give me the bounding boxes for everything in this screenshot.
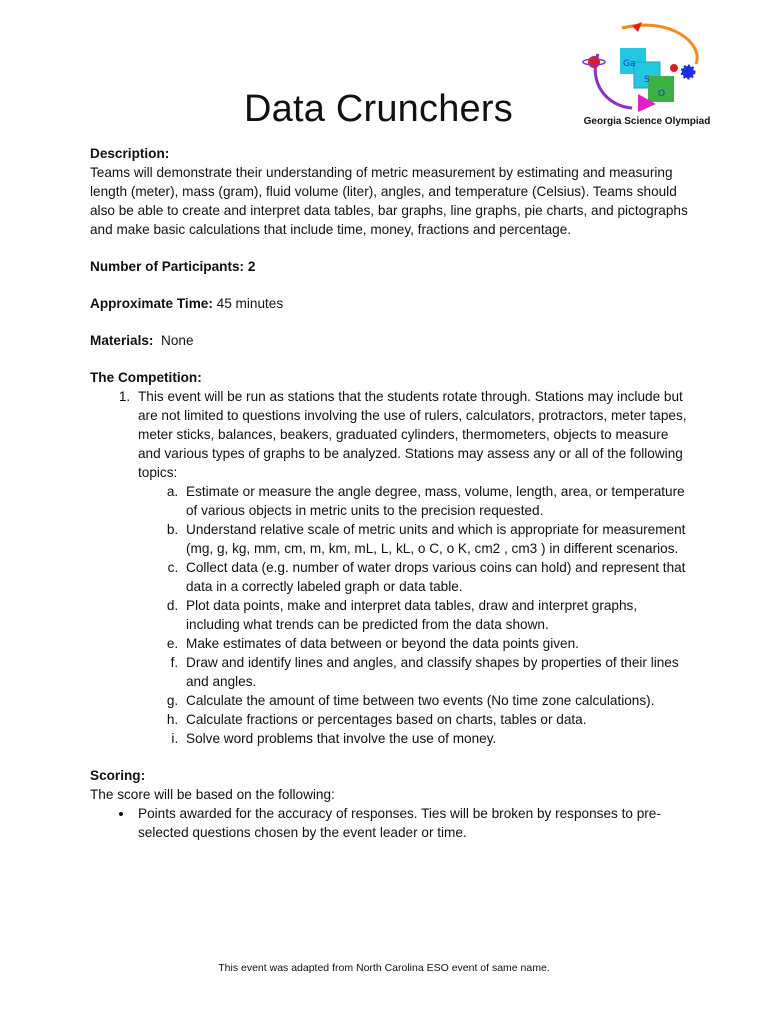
list-item: c. Collect data (e.g. number of water drops various coins can hold) and represent that data in a correctly labeled graph or data table. (182, 558, 690, 596)
list-item (134, 387, 690, 748)
time-field (90, 294, 690, 313)
time-label: Approximate Time: (90, 296, 213, 311)
competition-list (90, 387, 690, 748)
materials-label: Materials: (90, 333, 154, 348)
logo-rocket (632, 22, 642, 32)
document-body (90, 144, 690, 842)
scoring-list (90, 804, 690, 842)
logo-letter-s: S (644, 75, 650, 85)
list-item: g. Calculate the amount of time between two events (No time zone calculations). (182, 691, 690, 710)
description-heading: Description: (90, 146, 170, 161)
materials-value: None (161, 333, 194, 348)
footer-note: This event was adapted from North Carolina ESO event of same name. (218, 962, 550, 974)
participants-value: 2 (247, 259, 256, 274)
list-item: h. Calculate fractions or percentages based on charts, tables or data. (182, 710, 690, 729)
logo-letter-o: O (658, 89, 666, 99)
list-item: f. Draw and identify lines and angles, and classify shapes by properties of their lines and angles. (182, 653, 690, 691)
list-item: • Points awarded for the accuracy of responses. Ties will be broken by responses to pre-selected questions chosen by the event leader or time. (134, 804, 690, 842)
participants-field (90, 257, 690, 276)
list-item: a. Estimate or measure the angle degree, mass, volume, length, area, or temperature of various objects in metric units to the precision requested. (182, 482, 690, 520)
competition-item-text: This event will be run as stations that the students rotate through. Stations may include but are not limited to questions involving the use of rulers, calculators, protractors, meter tapes, meter sticks, balances, beakers, graduated cylinders, thermometers, objects to measure and various types of graphs to be analyzed. Stations may assess any or all of the following topics: (138, 389, 687, 480)
list-item: b. Understand relative scale of metric units and which is appropriate for measurement (mg, g, kg, mm, cm, m, km, mL, L, kL, o C, o K, cm2 , cm3 ) in different scenarios. (182, 520, 690, 558)
logo-caption: Georgia Science Olympiad (583, 116, 711, 127)
participants-label: Number of Participants: (90, 259, 245, 274)
list-item: e. Make estimates of data between or beyond the data points given. (182, 634, 690, 653)
logo-gear-icon (682, 66, 694, 78)
page-title: Data Crunchers (244, 88, 513, 130)
logo-letter-ga: Ga (623, 59, 636, 69)
competition-heading: The Competition: (90, 370, 202, 385)
time-value: 45 minutes (216, 296, 284, 311)
list-item: d. Plot data points, make and interpret data tables, draw and interpret graphs, including what trends can be predicted from the data shown. (182, 596, 690, 634)
materials-field (90, 331, 690, 350)
logo-sun (670, 64, 678, 72)
scoring-intro: The score will be based on the following: (90, 787, 335, 802)
list-item: i. Solve word problems that involve the use of money. (182, 729, 690, 748)
topics-list (138, 482, 690, 748)
description-text: Teams will demonstrate their understanding of metric measurement by estimating and measuring length (meter), mass (gram), fluid volume (liter), angles, and temperature (Celsius). Teams should also be able to create and interpret data tables, bar graphs, line graphs, pie charts, and pictographs and make basic calculations that include time, money, fractions and percentage. (90, 165, 688, 237)
logo-planet (588, 56, 600, 68)
scoring-heading: Scoring: (90, 768, 146, 783)
